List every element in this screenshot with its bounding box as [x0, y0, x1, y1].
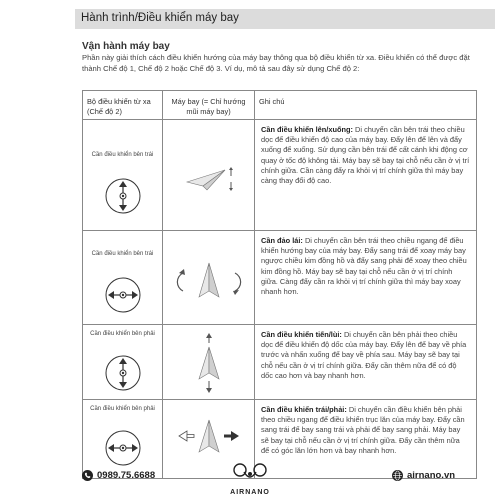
left-stick-vertical-icon [95, 168, 151, 224]
controls-table [82, 90, 477, 479]
section-intro: Phần này giải thích cách điều khiển hướng của máy bay thông qua bộ điều khiển từ xa. Điều khiển có thể được đặt thành Chế độ 1, Chế độ 2 hoặc Chế độ 3. Ví dụ, mô tả sau đây sử dụng Chế độ 2: [82, 53, 470, 73]
phone-icon [82, 470, 93, 481]
drone-logo-icon [233, 462, 267, 484]
table-header-row [83, 91, 476, 119]
section-title: Vận hành máy bay [82, 41, 170, 52]
note-text: Di chuyển cần điều khiển bên phải theo chiều ngang để điều khiển trục lăn của máy bay. Đẩy cần sang trái để bay sang trái và phải để bay sang phải. Máy bay sẽ bay tại chỗ nếu cần ở vị trí chính giữa. Đẩy cần thêm nữa để có góc lăn lớn hơn và bay nhanh hơn. [261, 405, 465, 455]
plane-climb-icon [179, 160, 239, 200]
header-col-aircraft: Máy bay (= Chỉ hướng mũi máy bay) [163, 91, 255, 119]
right-stick-vertical-icon [95, 345, 151, 401]
table-row [83, 324, 476, 399]
stick-label: Cần điều khiển bên phải [90, 406, 155, 412]
note-text: Di chuyển cần bên trái theo chiều dọc để điều khiển độ cao của máy bay. Đẩy lên để lên và đẩy xuống để xuống. Sử dụng cần bên trái để cất cánh khi động cơ quay ở tốc độ không tải. Máy bay sẽ bay tại chỗ nếu cần ở vị trí chính giữa. Cần càng đẩy ra khỏi vị trí chính giữa thì máy bay càng thay đổi độ cao. [261, 125, 470, 186]
globe-icon [392, 470, 403, 481]
note-title: Cần đảo lái: [261, 236, 303, 245]
note-text: Di chuyển cần bên trái theo chiều ngang để điều khiển hướng bay của máy bay. Đẩy sang trái để xoay máy bay ngược chiều kim đồng hồ và đẩy sang phải để xoay theo chiều kim đồng hồ. Máy bay sẽ bay tại chỗ nếu cần ở vị trí chính giữa. Càng đẩy cần ra khỏi vị trí chính giữa thì máy bay xoay nhanh hơn. [261, 236, 467, 297]
table-row [83, 230, 476, 324]
note-title: Cần điều khiển tiến/lùi: [261, 330, 342, 339]
table-row [83, 119, 476, 230]
row-note [255, 231, 476, 324]
footer-phone [82, 470, 155, 481]
footer [0, 462, 500, 500]
website-url[interactable]: airnano.vn [407, 470, 456, 481]
stick-label: Cần điều khiển bên trái [91, 251, 154, 257]
brand-name: AIRNANO [230, 489, 270, 496]
header-bar [75, 9, 495, 29]
row-note [255, 325, 476, 399]
phone-number: 0989.75.6688 [97, 470, 156, 481]
note-title: Cần điều khiển lên/xuống: [261, 125, 353, 134]
row-note [255, 120, 476, 230]
note-text: Di chuyển cần bên phải theo chiều dọc để điều khiển độ dốc của máy bay. Đẩy lên để bay về phía trước và nhấn xuống để bay về phía sau. Máy bay sẽ bay tại chỗ nếu cần ở vị trí chính giữa. Đẩy cần thêm nữa để có độ dốc cao hơn và bay nhanh hơn. [261, 330, 467, 380]
header-col-notes: Ghi chú [259, 97, 285, 106]
plane-pitch-icon [187, 333, 231, 393]
left-stick-horizontal-icon [95, 267, 151, 323]
footer-website[interactable] [392, 470, 455, 481]
stick-label: Cần điều khiển bên phải [90, 331, 155, 337]
brand-logo [220, 462, 280, 496]
header-title: Hành trình/Điều khiển máy bay [81, 12, 239, 24]
stick-label: Cần điều khiển bên trái [91, 152, 154, 158]
plane-roll-icon [169, 414, 249, 458]
header-col-controller: Bộ điều khiển từ xa (Chế độ 2) [83, 91, 163, 119]
plane-yaw-icon [169, 259, 249, 303]
note-title: Cần điều khiển trái/phải: [261, 405, 347, 414]
